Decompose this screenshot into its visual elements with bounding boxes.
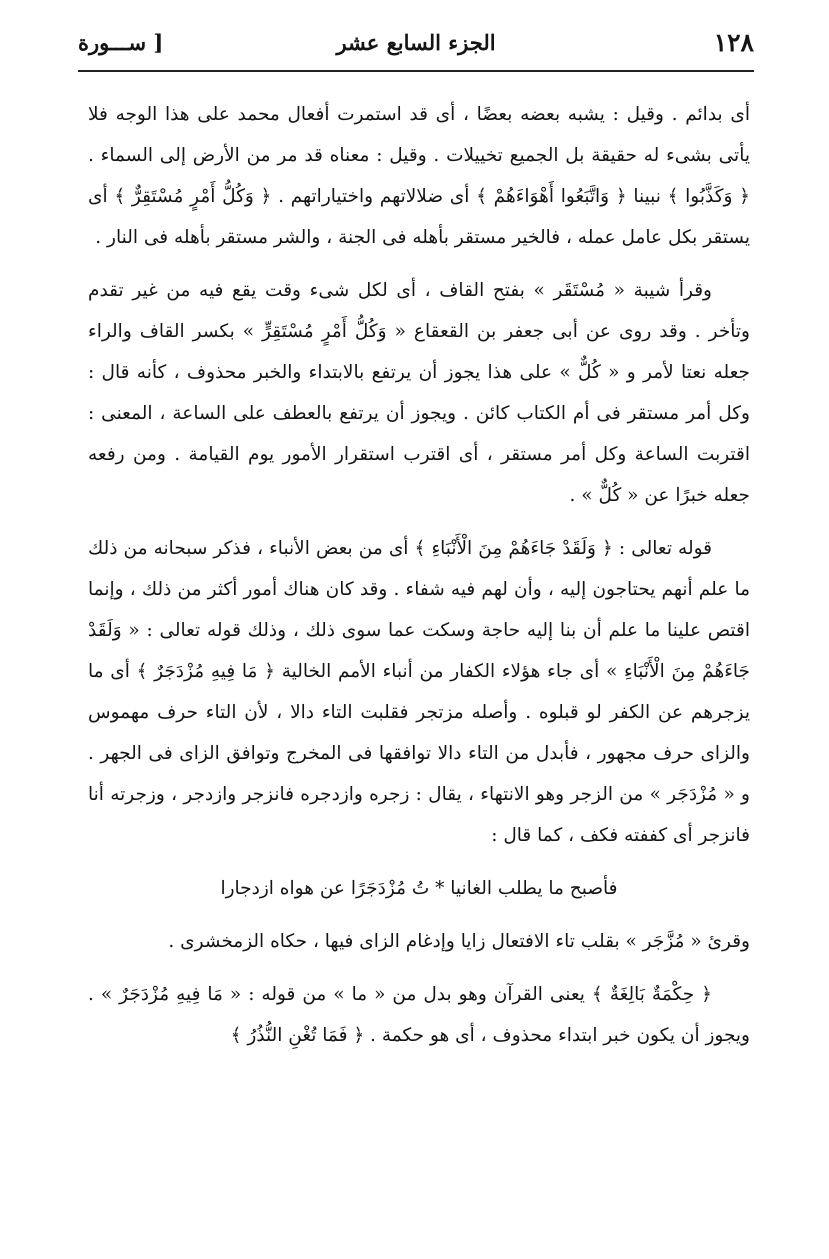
surah-label: [ ســـورة xyxy=(78,30,164,55)
paragraph: أى بدائم . وقيل : يشبه بعضه بعضًا ، أى قد استمرت أفعال محمد على هذا الوجه فلا يأتى بشىء له حقيقة بل الجميع تخييلات . وقيل : معناه قد مر من الأرض إلى السماء . ﴿ وَكَذَّبُوا ﴾ نبينا ﴿ وَاتَّبَعُوا أَهْوَاءَهُمْ ﴾ أى ضلالاتهم واختياراتهم . ﴿ وَكُلُّ أَمْرٍ مُسْتَقِرٌّ ﴾ أى يستقر بكل عامل عمله ، فالخير مستقر بأهله فى الجنة ، والشر مستقر بأهله فى النار . xyxy=(88,104,750,248)
page-number: ١٢٨ xyxy=(713,28,754,57)
paragraph: ﴿ حِكْمَةٌ بَالِغَةٌ ﴾ يعنى القرآن وهو بدل من « ما » من قوله : « مَا فِيهِ مُزْدَجَرٌ » . ويجوز أن يكون خبر ابتداء محذوف ، أى هو حكمة . ﴿ فَمَا تُغْنِ النُّذُرُ ﴾ xyxy=(88,984,750,1046)
page-header xyxy=(78,22,754,68)
header-rule xyxy=(78,70,754,72)
paragraph: وقرئ « مُزَّجَر » بقلب تاء الافتعال زايا وإدغام الزاى فيها ، حكاه الزمخشرى . xyxy=(168,931,750,952)
paragraph: قوله تعالى : ﴿ وَلَقَدْ جَاءَهُمْ مِنَ الْأَنْبَاءِ ﴾ أى من بعض الأنباء ، فذكر سبحانه من ذلك ما علم أنهم يحتاجون إليه ، وأن لهم فيه شفاء . وقد كان هناك أمور أكثر من ذلك ، وإنما اقتص علينا ما علم أن بنا إليه حاجة وسكت عما سوى ذلك ، وذلك قوله تعالى : « وَلَقَدْ جَاءَهُمْ مِنَ الْأَنْبَاءِ » أى جاء هؤلاء الكفار من أنباء الأمم الخالية ﴿ مَا فِيهِ مُزْدَجَرٌ ﴾ أى ما يزجرهم عن الكفر لو قبلوه . وأصله مزتجر فقلبت التاء دالا ، لأن التاء حرف مهموس والزاى حرف مجهور ، فأبدل من التاء دالا توافقها فى المخرج وتوافق الزاى فى الجهر . و « مُزْدَجَر » من الزجر وهو الانتهاء ، يقال : زجره وازدجره فانزجر وازدجر ، وزجرته أنا فانزجر أى كففته فكف ، كما قال : xyxy=(88,538,750,846)
running-title: الجزء السابع عشر xyxy=(336,30,496,55)
page-body xyxy=(88,94,750,1068)
poetry-verse: فأصبح ما يطلب الغانيا * تُ مُزْدَجَرًا عن هواه ازدجارا xyxy=(220,878,618,899)
paragraph: وقرأ شيبة « مُسْتَقَر » بفتح القاف ، أى لكل شىء وقت يقع فيه من غير تقدم وتأخر . وقد روى عن أبى جعفر بن القعقاع « وَكُلُّ أَمْرٍ مُسْتَقِرٍّ » بكسر القاف والراء جعله نعتا لأمر و « كُلٌّ » على هذا يجوز أن يرتفع بالابتداء والخبر محذوف ، كأنه قال : وكل أمر مستقر فى أم الكتاب كائن . ويجوز أن يرتفع بالعطف على الساعة ، المعنى : اقتربت الساعة وكل أمر مستقر ، أى اقترب استقرار الأمور يوم القيامة . ومن رفعه جعله خبرًا عن « كُلٌّ » . xyxy=(88,280,750,506)
